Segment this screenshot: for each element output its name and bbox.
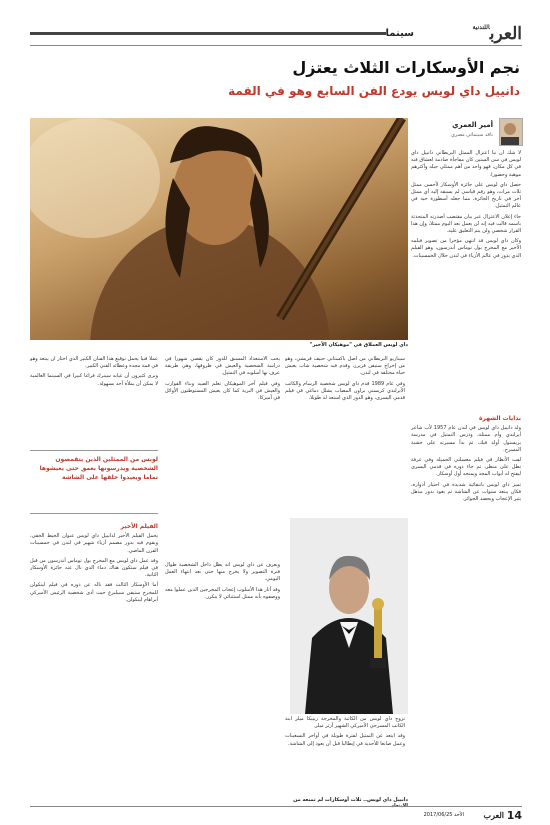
paragraph: سيناريو البريطاني من أصل باكستاني حنيف قريشي، وهو من إخراج ستيفن فريرز، وقدم فيه شخصية شاب يعيش حياة مختلفة في لندن.: [285, 356, 405, 377]
paragraph: وكان داي لويس قد انتهى مؤخرا من تصوير فيلمه الأخير مع المخرج بول توماس أندرسون، وهو الفيلم الذي يدور في عالم الأزياء في لندن خلال الخمسينات.: [411, 238, 521, 259]
hero-illustration: [30, 118, 408, 340]
paragraph: أما الأوسكار الثالث فقد ناله عن دوره في فيلم لينكولن للمخرج ستيفن سبيلبرغ حيث أدى شخصية الرئيس الأميركي أبراهام لينكولن.: [30, 582, 158, 603]
newspaper-logo: العرب$^{اللندنية}$: [472, 24, 522, 44]
page-footer: [30, 806, 522, 820]
paragraph: تزوج داي لويس من الكاتبة والمخرجة ريبيكا ميلر ابنة الكاتب المسرحي الأميركي الشهير آرثر ميلر.: [285, 716, 405, 730]
paragraph: يحمل الفيلم الأخير لدانييل داي لويس عنوان الخيط الخفي، ويقوم فيه بدور مصمم أزياء شهير في لندن في خمسينات القرن الماضي.: [30, 533, 158, 554]
article-column-3b: [165, 562, 280, 804]
paragraph: ويرى كثيرون أن غيابه سيترك فراغا كبيرا في السينما العالمية لا يمكن أن يملأه أحد بسهولة.: [30, 373, 158, 387]
paragraph: وفي فيلم آخر الموهيكان تعلم الصيد وبناء القوارب والعيش في البرية كما كان يعيش المستوطنون الأوائل في أميركا.: [165, 380, 280, 402]
paragraph: لا شك أن نبأ اعتزال الممثل البريطاني دانييل داي لويس في سن الستين كان مفاجأة صادمة لعشاق فنه في كل مكان، فهو واحد من أهم ممثلي جيله وأكثرهم موهبة وحضورا.: [411, 150, 521, 178]
article-column-3: [165, 356, 280, 556]
article-column-2b: [285, 716, 405, 796]
paragraph: وفي عام 1989 قدم داي لويس شخصية الرسام والكاتب الأيرلندي كريستي براون المصاب بشلل دماغي في فيلم قدمي اليسرى، وهو الدور الذي استعد له طويلا.: [285, 380, 405, 402]
headline: نجم الأوسكارات الثلاث يعتزل: [292, 58, 520, 77]
pull-quote: لويس من الممثلين الذين يتقمصون الشخصية ويدرسونها بعمق حتى يعيشوها تماما ويعيدوا خلقها على الشاشة: [30, 450, 158, 514]
paragraph: وقد عمل داي لويس مع المخرج بول توماس أندرسون من قبل في فيلم ستكون هناك دماء الذي نال عنه جائزة الأوسكار الثانية.: [30, 557, 158, 579]
author-name: أمير العمري: [452, 121, 493, 129]
paragraph: تميز داي لويس بانتقائية شديدة في اختيار أدواره، فكان يبتعد سنوات عن الشاشة ثم يعود بدور مذهل يثير الإعجاب ويحصد الجوائز.: [411, 481, 521, 503]
section-label: سينما: [385, 28, 414, 39]
article-column-1b: [411, 412, 521, 804]
paragraph: يحب الاستعداد المسبق للدور كان يقضي شهورا في دراسة الشخصية والعيش في ظروفها، وهي طريقة عرف بها أسلوبه في التمثيل.: [165, 356, 280, 377]
portrait-photo: [290, 518, 408, 714]
author-byline: [413, 118, 523, 146]
author-role: ناقد سينمائي مصري: [451, 132, 493, 138]
header-rule: [30, 32, 386, 35]
paragraph: لفت الأنظار في فيلم مغسلتي الجميلة وفي غرفة تطل على منظر، ثم جاء دوره في قدمي اليسرى ليفتح له أبواب المجد ويمنحه أول أوسكار.: [411, 457, 521, 478]
article-column-1: [411, 150, 521, 407]
subheadline: دانييل داي لويس يودع الفن السابع وهو في القمة: [228, 84, 520, 98]
hero-caption: داي لويس العملاق في "موهيكان الأخير": [309, 342, 408, 348]
hero-photo: [30, 118, 408, 340]
page-number: 14: [506, 809, 522, 822]
page-header: [30, 22, 522, 46]
section-subheading: بدايات الشهرة: [478, 415, 521, 422]
paragraph: ولد دانييل داي لويس في لندن عام 1957 لأب شاعر أيرلندي وأم ممثلة، ودرس التمثيل في مدرسة بريستول أولد فيك، ثم بدأ مسيرته على خشبة المسرح.: [411, 425, 521, 453]
footer-date: الأحد 2017/06/25: [423, 812, 464, 818]
paragraph: ويعرف عن داي لويس أنه يظل داخل الشخصية طوال فترة التصوير ولا يخرج منها حتى بعد انتهاء العمل اليومي.: [165, 562, 280, 583]
paragraph: وقد أثار هذا الأسلوب إعجاب المخرجين الذين عملوا معه ووصفوه بأنه ممثل استثنائي لا يتكرر.: [165, 586, 280, 600]
paragraph: جاء إعلان الاعتزال عبر بيان مقتضب أصدرته المتحدثة باسمه قالت فيه إنه لن يعمل بعد اليوم ممثلا، وإن هذا القرار شخصي ولن يتم التعليق عليه.: [411, 213, 521, 235]
section-subheading: الفيلم الأخير: [120, 523, 158, 530]
portrait-illustration: [290, 518, 408, 714]
paragraph: حصل داي لويس على جائزة الأوسكار لأحسن ممثل ثلاث مرات، وهو رقم قياسي لم يسبقه إليه أي ممثل آخر في تاريخ الجائزة، مما جعله أسطورة حية في عالم التمثيل.: [411, 181, 521, 210]
author-avatar: [499, 118, 523, 146]
article-column-4b: [30, 520, 158, 804]
paragraph: عملا فنيا يحمل توقيع هذا الفنان الكبير الذي اختار أن يبتعد وهو في قمة مجده وعطائه الفني الكبير.: [30, 356, 158, 370]
footer-brand: العرب: [483, 810, 504, 820]
article-column-4: [30, 356, 158, 446]
paragraph: وقد ابتعد عن التمثيل لفترة طويلة في أواخر التسعينات وعمل صانعا للأحذية في إيطاليا قبل أن يعود إلى الشاشة.: [285, 733, 405, 747]
portrait-caption: دانييل داي لويس.. ثلاث أوسكارات لم تمنعه من الابتعاد: [293, 797, 408, 809]
